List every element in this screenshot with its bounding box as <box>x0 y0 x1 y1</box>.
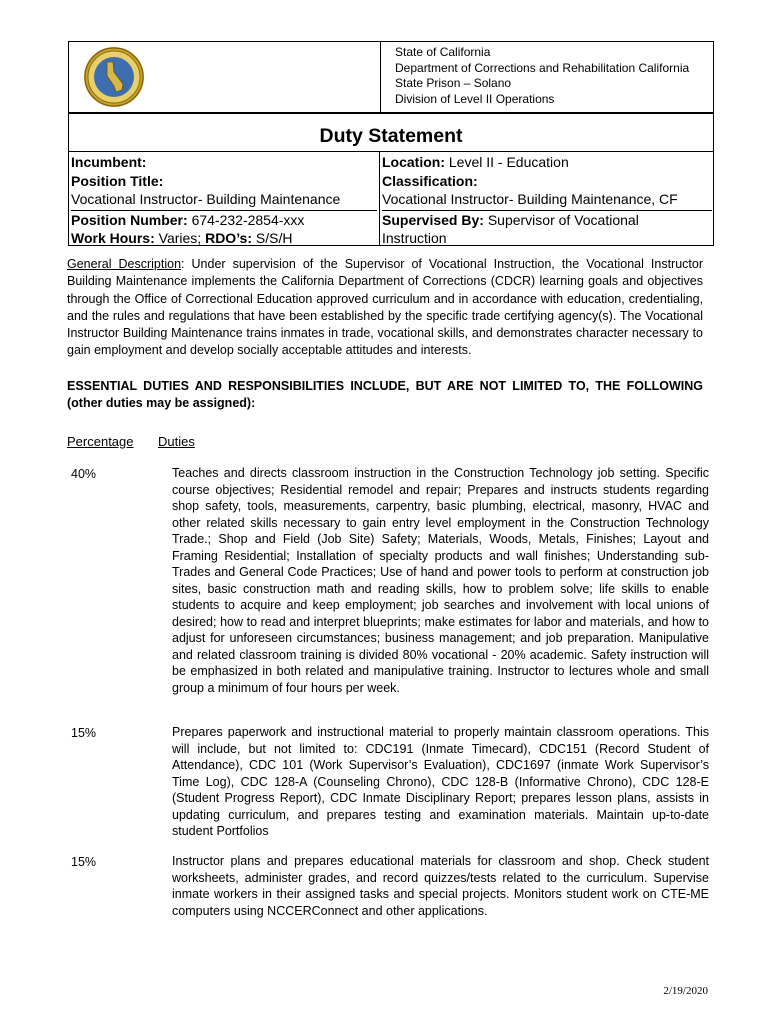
duty-statement-box <box>68 112 714 246</box>
position-title-value: Vocational Instructor- Building Maintenance <box>71 191 341 207</box>
column-divider <box>379 152 380 245</box>
work-hours-value: Varies; <box>158 230 202 246</box>
logo-cell <box>69 42 381 113</box>
essential-duties-heading: ESSENTIAL DUTIES AND RESPONSIBILITIES INCLUDE, BUT ARE NOT LIMITED TO, THE FOLLOWING (other duties may be assigned): <box>67 379 703 411</box>
right-column <box>382 153 712 248</box>
position-title-label: Position Title: <box>71 172 164 189</box>
duty-percent: 15% <box>71 726 97 740</box>
agency-line: Department of Corrections and Rehabilitation California <box>395 60 690 75</box>
duty-percent: 40% <box>71 467 97 481</box>
duty-text: Teaches and directs classroom instruction in the Construction Technology job setting. Specific course objectives; Residential remodel and repair; Prepares and instructs students regarding shop safety, tools, measurements, carpentry, basic plumbing, electrical, masonry, HVAC and other related skills necessary to gain entry level employment in the Construction Technology Trade.; Shop and Field (Job Site) Safety; Materials, Woods, Metals, Finishes; Layout and Framing Residential; Installation of specialty products and wall finishes; Understanding sub-Trades and General Code Practices; Use of hand and power tools to perform at construction job sites, basic construction math and reading skills, how to problem solve; life skills to enable students to acquire and keep employment; job searches and involvement with local unions of desired; how to read and interpret blueprints; make estimates for labor and materials, and how to adjust for unforeseen circumstances; business management; and job preparation. Manipulative and related classroom training is divided 80% vocational - 20% academic. Safety instruction will be emphasized in both related and manipulative training. Instructor to lectures whole and small group a minimum of four hours per week. <box>172 466 709 695</box>
general-description <box>67 256 703 360</box>
agency-line: Division of Level II Operations <box>395 91 555 106</box>
location-value: Level II - Education <box>448 154 569 170</box>
rdo-value: S/S/H <box>255 230 293 246</box>
incumbent-label: Incumbent: <box>71 154 147 170</box>
duty-statement-fields <box>69 151 713 245</box>
general-description-label: General Description <box>67 257 182 271</box>
duties-heading: Duties <box>158 434 195 449</box>
agency-line: State of California <box>395 45 491 59</box>
supervised-value: Supervisor of Vocational <box>487 211 639 228</box>
supervised-row <box>382 211 712 230</box>
position-number-label: Position Number: <box>71 211 188 228</box>
rdo-label: RDO’s: <box>205 230 253 246</box>
percentage-heading: Percentage <box>67 434 134 449</box>
location-label: Location: <box>382 154 445 170</box>
agency-info <box>381 42 714 113</box>
supervised-value-cont: Instruction <box>382 230 447 246</box>
duty-statement-title: Duty Statement <box>319 125 463 147</box>
duty-text: Prepares paperwork and instructional material to properly maintain classroom operations. This will include, but not limited to: CDC191 (Inmate Timecard), CDC151 (Record Student of Attendance), CDC 101 (Work Supervisor’s Evaluation), CDC1697 (inmate Work Supervisor’s Time Log), CDC 128-A (Counseling Chrono), CDC 128-B (Informative Chrono), CDC 128-E (Student Progress Report), CDC Inmate Disciplinary Report; prepares lesson plans, assists in updating curriculum, and prepares testing and examination materials. Maintain up-to-date student Portfolios <box>172 725 709 838</box>
work-hours-label: Work Hours: <box>71 230 155 246</box>
duty-text: Instructor plans and prepares educational materials for classroom and shop. Check student worksheets, administer grades, and record quizzes/tests related to the curriculum. Supervise inmate workers in their assigned tasks and special projects. Monitors student work on CTE-ME computers using NCCERConnect and other applications. <box>172 854 709 918</box>
classification-value: Vocational Instructor- Building Maintenance, CF <box>382 191 678 207</box>
work-hours-row <box>71 229 377 248</box>
supervised-label: Supervised By: <box>382 211 484 228</box>
cdcr-seal-icon <box>83 46 145 108</box>
classification-label: Classification: <box>382 172 478 189</box>
header-table <box>68 41 714 113</box>
left-column <box>71 153 377 248</box>
duty-percent: 15% <box>71 855 97 869</box>
agency-line: State Prison – Solano <box>395 76 512 90</box>
position-number-row <box>71 211 377 230</box>
general-description-text: : Under supervision of the Supervisor of Vocational Instruction, the Vocational Instructor Building Maintenance implements the California Department of Corrections (CDCR) learning goals and objectives through the Office of Correctional Education approved curriculum and in accordance with education, credentialing, and the rules and regulations that have been established by the specific trade certifying agency(s). The Vocational Instructor Building Maintenance trains inmates in trade, vocational skills, and demonstrates character necessary to gain employment and develop socially acceptable attitudes and interests. <box>67 257 704 358</box>
position-number-value: 674-232-2854-xxx <box>191 211 305 228</box>
location-row <box>382 153 712 172</box>
footer-date: 2/19/2020 <box>663 985 708 997</box>
